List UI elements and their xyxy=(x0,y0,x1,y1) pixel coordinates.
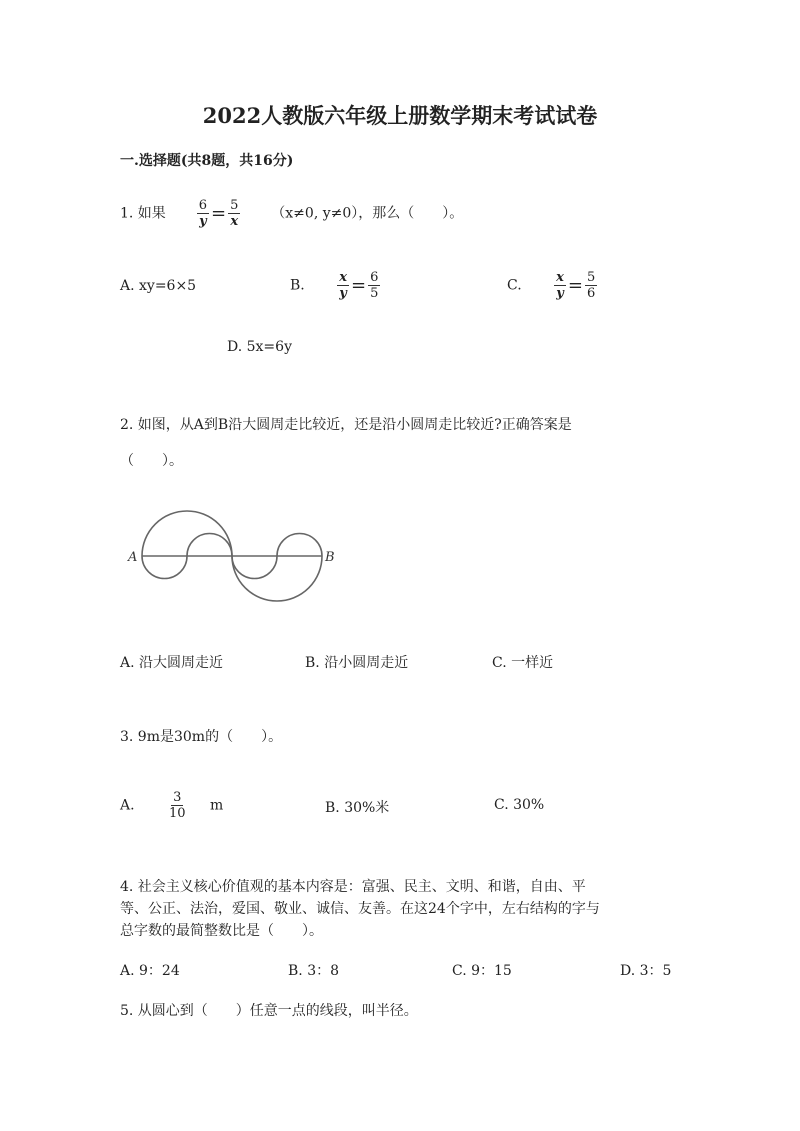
q3-option-a[interactable]: A. $\frac{3}{10}$ m xyxy=(120,790,224,821)
q1-option-a[interactable]: A. xy=6×5 xyxy=(120,278,197,294)
q4-option-b[interactable]: B. 3：8 xyxy=(288,963,340,979)
q2-option-b[interactable]: B. 沿小圆周走近 xyxy=(305,655,409,671)
point-b-label: B xyxy=(325,550,335,565)
q3-option-c[interactable]: C. 30% xyxy=(494,797,545,813)
point-a-label: A xyxy=(128,550,138,565)
q1-option-d[interactable]: D. 5x=6y xyxy=(227,339,292,355)
question-1-stem: 1. 如果 $\frac{6}{y}$ = $\frac{5}{x}$ （x≠0, y≠0），那么（ ）。 xyxy=(120,198,464,229)
question-4-stem: 4. 社会主义核心价值观的基本内容是：富强、民主、文明、和谐，自由、平 xyxy=(120,879,586,895)
q2-option-c[interactable]: C. 一样近 xyxy=(492,655,554,671)
question-3-stem: 3. 9m是30m的（ ）。 xyxy=(120,729,283,745)
page-title: 2022人教版六年级上册数学期末考试试卷 xyxy=(202,103,598,128)
fraction: $\frac{5}{x}$ xyxy=(230,198,239,229)
q1-condition: （x≠0, y≠0），那么（ ）。 xyxy=(271,205,464,222)
circle-path-figure xyxy=(120,500,360,610)
q1-prefix: 1. 如果 xyxy=(120,205,166,222)
question-4-stem-2: 等、公正、法治，爱国、敬业、诚信、友善。在这24个字中，左右结构的字与 xyxy=(120,901,600,917)
question-2-stem-cont: （ ）。 xyxy=(120,453,183,469)
q3-option-b[interactable]: B. 30%米 xyxy=(325,800,390,816)
section-heading: 一.选择题(共8题，共16分) xyxy=(120,153,294,169)
question-5-stem: 5. 从圆心到（ ）任意一点的线段，叫半径。 xyxy=(120,1003,418,1019)
fraction: $\frac{6}{y}$ xyxy=(198,198,207,229)
q4-option-c[interactable]: C. 9：15 xyxy=(452,963,512,979)
q1-option-c[interactable]: C. $\frac{x}{y}$ = $\frac{5}{6}$ xyxy=(507,270,596,301)
q4-option-d[interactable]: D. 3：5 xyxy=(620,963,672,979)
q4-option-a[interactable]: A. 9：24 xyxy=(120,963,180,979)
question-4-stem-3: 总字数的最简整数比是（ ）。 xyxy=(120,923,323,939)
q1-option-b[interactable]: B. $\frac{x}{y}$ = $\frac{6}{5}$ xyxy=(290,270,379,301)
q2-option-a[interactable]: A. 沿大圆周走近 xyxy=(120,655,224,671)
question-2-stem: 2. 如图，从A到B沿大圆周走比较近，还是沿小圆周走比较近?正确答案是 xyxy=(120,417,572,433)
